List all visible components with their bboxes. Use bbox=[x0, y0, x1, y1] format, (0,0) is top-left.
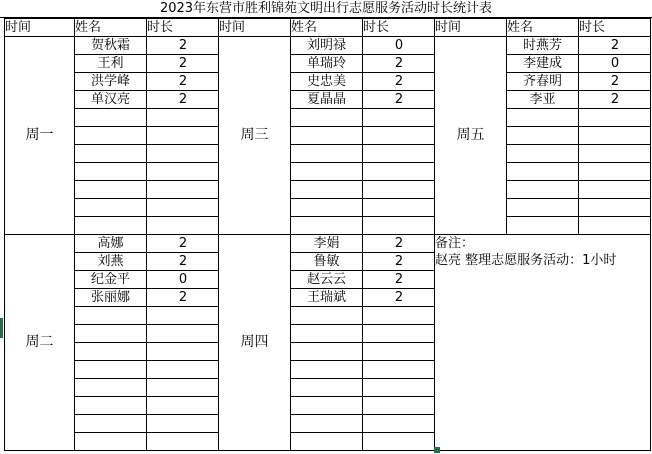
name-cell[interactable]: 张丽娜 bbox=[75, 289, 147, 307]
hours-cell[interactable] bbox=[147, 55, 219, 73]
name-cell[interactable] bbox=[507, 199, 579, 217]
hours-cell[interactable] bbox=[147, 361, 219, 379]
name-cell[interactable]: 单瑞玲 bbox=[291, 55, 363, 73]
hours-cell[interactable] bbox=[579, 199, 651, 217]
hours-cell[interactable] bbox=[147, 235, 219, 253]
hours-cell[interactable] bbox=[147, 37, 219, 55]
hours-cell[interactable] bbox=[579, 181, 651, 199]
name-cell[interactable]: 王利 bbox=[75, 55, 147, 73]
hours-value: 2 bbox=[394, 236, 404, 251]
name-cell[interactable] bbox=[75, 127, 147, 145]
hours-cell[interactable] bbox=[363, 37, 435, 55]
hours-cell[interactable] bbox=[579, 109, 651, 127]
hours-cell[interactable] bbox=[363, 91, 435, 109]
header-row bbox=[5, 19, 651, 37]
hours-value: 2 bbox=[178, 290, 188, 305]
name-cell[interactable] bbox=[75, 199, 147, 217]
name-cell[interactable] bbox=[507, 127, 579, 145]
hours-cell[interactable] bbox=[363, 109, 435, 127]
name-cell[interactable] bbox=[75, 397, 147, 415]
name-cell[interactable] bbox=[75, 307, 147, 325]
name-cell[interactable] bbox=[291, 325, 363, 343]
name-cell[interactable] bbox=[291, 145, 363, 163]
hours-value: 2 bbox=[394, 290, 404, 305]
note-cell[interactable] bbox=[435, 235, 651, 451]
hours-cell[interactable] bbox=[363, 181, 435, 199]
table-row bbox=[5, 91, 651, 109]
fill-handle[interactable] bbox=[434, 447, 440, 453]
hours-cell[interactable] bbox=[147, 433, 219, 451]
table-row bbox=[5, 181, 651, 199]
hours-cell[interactable] bbox=[363, 433, 435, 451]
time-header[interactable]: 时间 bbox=[5, 19, 75, 37]
hours-cell[interactable] bbox=[363, 145, 435, 163]
name-cell[interactable]: 李娟 bbox=[291, 235, 363, 253]
name-cell[interactable]: 纪金平 bbox=[75, 271, 147, 289]
name-cell[interactable] bbox=[75, 361, 147, 379]
name-cell[interactable]: 时燕芳 bbox=[507, 37, 579, 55]
hours-cell[interactable] bbox=[147, 415, 219, 433]
hours-cell[interactable] bbox=[363, 199, 435, 217]
name-cell[interactable]: 史忠美 bbox=[291, 73, 363, 91]
name-header[interactable]: 姓名 bbox=[291, 19, 363, 37]
name-cell[interactable] bbox=[75, 217, 147, 235]
name-cell[interactable] bbox=[507, 181, 579, 199]
hours-cell[interactable] bbox=[147, 91, 219, 109]
hours-value: 2 bbox=[178, 236, 188, 251]
note-text: 赵亮 整理志愿服务活动：1小时 bbox=[435, 253, 617, 268]
table-row bbox=[5, 145, 651, 163]
hours-value: 2 bbox=[178, 74, 188, 89]
name-cell[interactable] bbox=[291, 379, 363, 397]
hours-cell[interactable] bbox=[147, 271, 219, 289]
name-cell[interactable] bbox=[507, 109, 579, 127]
hours-value: 2 bbox=[394, 56, 404, 71]
name-cell[interactable] bbox=[75, 181, 147, 199]
hours-cell[interactable] bbox=[147, 343, 219, 361]
hours-value: 2 bbox=[178, 38, 188, 53]
hours-value: 2 bbox=[610, 92, 620, 107]
time-header[interactable]: 时间 bbox=[435, 19, 507, 37]
name-cell[interactable] bbox=[291, 343, 363, 361]
hours-cell[interactable] bbox=[147, 397, 219, 415]
name-cell[interactable] bbox=[291, 217, 363, 235]
name-cell[interactable] bbox=[291, 109, 363, 127]
name-cell[interactable] bbox=[291, 415, 363, 433]
hours-cell[interactable] bbox=[147, 127, 219, 145]
name-cell[interactable]: 高娜 bbox=[75, 235, 147, 253]
day-cell-mon[interactable]: 周一 bbox=[5, 37, 75, 235]
hours-cell[interactable] bbox=[147, 145, 219, 163]
hours-cell[interactable] bbox=[579, 73, 651, 91]
name-header[interactable]: 姓名 bbox=[507, 19, 579, 37]
hours-cell[interactable] bbox=[363, 55, 435, 73]
hours-cell[interactable] bbox=[579, 91, 651, 109]
name-cell[interactable] bbox=[291, 361, 363, 379]
schedule-table bbox=[4, 18, 651, 451]
name-cell[interactable] bbox=[75, 325, 147, 343]
hours-value: 0 bbox=[394, 38, 404, 53]
name-cell[interactable] bbox=[291, 181, 363, 199]
hours-cell[interactable] bbox=[579, 37, 651, 55]
name-cell[interactable]: 贺秋霜 bbox=[75, 37, 147, 55]
table-row bbox=[5, 55, 651, 73]
hours-value: 2 bbox=[178, 92, 188, 107]
hours-cell[interactable] bbox=[147, 253, 219, 271]
table-row bbox=[5, 127, 651, 145]
hours-cell[interactable] bbox=[147, 109, 219, 127]
hours-cell[interactable] bbox=[363, 415, 435, 433]
name-cell[interactable] bbox=[507, 217, 579, 235]
hours-cell[interactable] bbox=[363, 217, 435, 235]
name-cell[interactable]: 齐春明 bbox=[507, 73, 579, 91]
hours-cell[interactable] bbox=[363, 127, 435, 145]
name-cell[interactable] bbox=[75, 433, 147, 451]
table-row bbox=[5, 163, 651, 181]
hours-value: 2 bbox=[394, 272, 404, 287]
name-cell[interactable] bbox=[75, 379, 147, 397]
hours-cell[interactable] bbox=[579, 55, 651, 73]
hours-cell[interactable] bbox=[147, 199, 219, 217]
name-cell[interactable] bbox=[507, 145, 579, 163]
name-cell[interactable] bbox=[75, 145, 147, 163]
table-row bbox=[5, 37, 651, 55]
name-cell[interactable] bbox=[291, 307, 363, 325]
hours-cell[interactable] bbox=[147, 163, 219, 181]
hours-cell[interactable] bbox=[147, 307, 219, 325]
name-cell[interactable]: 单汉亮 bbox=[75, 91, 147, 109]
name-cell[interactable]: 王瑞斌 bbox=[291, 289, 363, 307]
hours-cell[interactable] bbox=[579, 145, 651, 163]
name-cell[interactable]: 洪学峰 bbox=[75, 73, 147, 91]
hours-value: 2 bbox=[610, 38, 620, 53]
table-row bbox=[5, 235, 651, 253]
hours-cell[interactable] bbox=[363, 271, 435, 289]
name-cell[interactable] bbox=[291, 163, 363, 181]
note-label: 备注： bbox=[435, 236, 475, 251]
hours-cell[interactable] bbox=[147, 73, 219, 91]
hours-cell[interactable] bbox=[363, 289, 435, 307]
name-cell[interactable]: 刘燕 bbox=[75, 253, 147, 271]
hours-cell[interactable] bbox=[147, 181, 219, 199]
day-cell-tue[interactable]: 周二 bbox=[5, 235, 75, 451]
name-cell[interactable]: 赵云云 bbox=[291, 271, 363, 289]
name-cell[interactable]: 夏晶晶 bbox=[291, 91, 363, 109]
name-cell[interactable]: 鲁敏 bbox=[291, 253, 363, 271]
name-cell[interactable]: 刘明禄 bbox=[291, 37, 363, 55]
hours-cell[interactable] bbox=[147, 289, 219, 307]
hours-cell[interactable] bbox=[363, 235, 435, 253]
hours-header[interactable]: 时长 bbox=[579, 19, 651, 37]
hours-header[interactable]: 时长 bbox=[363, 19, 435, 37]
hours-value: 0 bbox=[610, 56, 620, 71]
hours-cell[interactable] bbox=[363, 361, 435, 379]
sheet-title[interactable]: 2023年东营市胜利锦苑文明出行志愿服务活动时长统计表 bbox=[0, 0, 652, 18]
hours-cell[interactable] bbox=[363, 73, 435, 91]
name-cell[interactable] bbox=[75, 163, 147, 181]
hours-cell[interactable] bbox=[147, 325, 219, 343]
hours-cell[interactable] bbox=[363, 343, 435, 361]
hours-cell[interactable] bbox=[579, 217, 651, 235]
table-row bbox=[5, 199, 651, 217]
hours-cell[interactable] bbox=[363, 307, 435, 325]
day-cell-wed[interactable]: 周三 bbox=[219, 37, 291, 235]
name-cell[interactable] bbox=[291, 397, 363, 415]
hours-cell[interactable] bbox=[147, 379, 219, 397]
row-selection-marker bbox=[0, 318, 3, 338]
day-cell-thu[interactable]: 周四 bbox=[219, 235, 291, 451]
hours-cell[interactable] bbox=[579, 127, 651, 145]
hours-value: 2 bbox=[178, 56, 188, 71]
name-cell[interactable]: 李建成 bbox=[507, 55, 579, 73]
name-cell[interactable] bbox=[75, 415, 147, 433]
table-row bbox=[5, 109, 651, 127]
hours-cell[interactable] bbox=[147, 217, 219, 235]
name-header[interactable]: 姓名 bbox=[75, 19, 147, 37]
hours-value: 2 bbox=[178, 254, 188, 269]
hours-value: 2 bbox=[394, 74, 404, 89]
hours-cell[interactable] bbox=[579, 163, 651, 181]
table-row bbox=[5, 217, 651, 235]
name-cell[interactable] bbox=[75, 343, 147, 361]
hours-value: 2 bbox=[394, 254, 404, 269]
hours-value: 2 bbox=[394, 92, 404, 107]
name-cell[interactable] bbox=[75, 109, 147, 127]
table-row bbox=[5, 73, 651, 91]
name-cell[interactable] bbox=[507, 163, 579, 181]
hours-cell[interactable] bbox=[363, 163, 435, 181]
time-header[interactable]: 时间 bbox=[219, 19, 291, 37]
hours-cell[interactable] bbox=[363, 379, 435, 397]
name-cell[interactable] bbox=[291, 127, 363, 145]
hours-value: 0 bbox=[178, 272, 188, 287]
hours-cell[interactable] bbox=[363, 397, 435, 415]
hours-header[interactable]: 时长 bbox=[147, 19, 219, 37]
day-cell-fri[interactable]: 周五 bbox=[435, 37, 507, 235]
name-cell[interactable] bbox=[291, 433, 363, 451]
name-cell[interactable] bbox=[291, 199, 363, 217]
hours-value: 2 bbox=[610, 74, 620, 89]
hours-cell[interactable] bbox=[363, 253, 435, 271]
name-cell[interactable]: 李亚 bbox=[507, 91, 579, 109]
hours-cell[interactable] bbox=[363, 325, 435, 343]
